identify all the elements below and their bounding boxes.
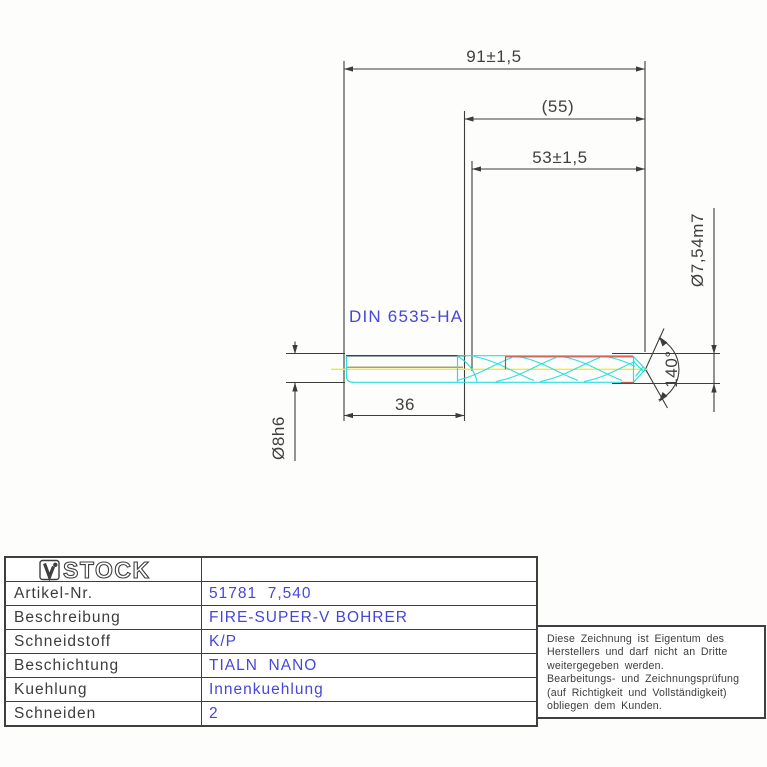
- row-value: FIRE-SUPER-V BOHRER: [209, 608, 408, 626]
- row-label: Kuehlung: [6, 678, 202, 701]
- note-line: weitergegeben werden.: [547, 659, 664, 672]
- dim-flute-length: 53±1,5: [532, 148, 588, 167]
- row-label: Beschreibung: [6, 606, 202, 629]
- table-row: [6, 605, 536, 629]
- note-line: Diese Zeichnung ist Eigentum des: [547, 633, 725, 645]
- table-row: [6, 629, 536, 653]
- logo-row-spacer: [202, 558, 536, 581]
- drill-body: [331, 356, 666, 383]
- stock-logo: [6, 559, 201, 581]
- row-value: Innenkuehlung: [209, 680, 324, 698]
- ownership-note: [536, 625, 766, 719]
- dim-cutting-diameter: Ø7,54m7: [688, 212, 707, 288]
- note-line: Bearbeitungs- und Zeichnungsprüfung: [547, 673, 740, 686]
- dim-flute-length-ref: (55): [541, 97, 575, 116]
- title-block: [4, 556, 538, 727]
- dimension-lines: [286, 61, 720, 461]
- dim-total-length: 91±1,5: [466, 47, 522, 66]
- logo-row: [6, 558, 536, 581]
- table-row: [6, 701, 536, 725]
- row-label: Beschichtung: [6, 654, 202, 677]
- note-line: (auf Richtigkeit und Vollständigkeit): [547, 686, 727, 699]
- dim-shank-length: 36: [394, 395, 416, 414]
- row-label: Schneidstoff: [6, 630, 202, 653]
- note-line: Herstellers und darf nicht an Dritte: [547, 646, 728, 659]
- table-row: [6, 581, 536, 605]
- dim-shank-diameter: Ø8h6: [269, 416, 288, 460]
- logo-text: STOCK: [63, 558, 151, 581]
- dim-point-angle: 140°: [662, 350, 681, 388]
- row-value: TIALN NANO: [209, 656, 318, 674]
- shank-standard-label: DIN 6535-HA: [349, 307, 464, 326]
- row-value: 51781 7,540: [209, 584, 312, 602]
- table-row: [6, 677, 536, 701]
- row-value: 2: [209, 704, 219, 722]
- logo-cell: [6, 558, 202, 581]
- table-row: [6, 653, 536, 677]
- row-label: Artikel-Nr.: [6, 582, 202, 605]
- v-check-icon: [40, 560, 59, 579]
- note-line: obliegen dem Kunden.: [547, 700, 663, 713]
- row-value: K/P: [209, 632, 237, 650]
- row-label: Schneiden: [6, 702, 202, 725]
